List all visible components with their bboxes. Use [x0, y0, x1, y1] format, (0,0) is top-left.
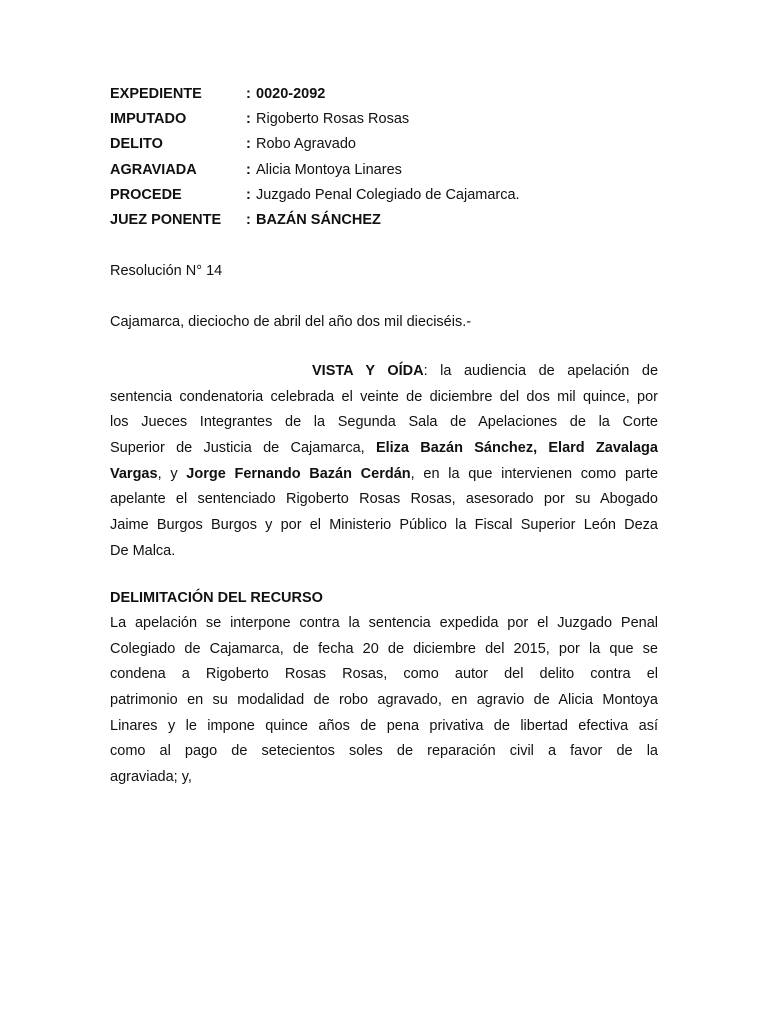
vista-line — [110, 515, 658, 541]
vista-bold-text: Vargas — [110, 465, 158, 482]
header-label: JUEZ PONENTE — [110, 211, 222, 228]
vista-line — [110, 489, 658, 515]
header-label: IMPUTADO — [110, 111, 187, 128]
recurso-line: Colegiado de Cajamarca, de fecha 20 de diciembre del 2015, por la que se — [110, 640, 658, 657]
vista-text: sentencia condenatoria celebrada el veinte de diciembre del dos mil quince, por — [110, 388, 658, 405]
vista-text: Superior de Justicia de Cajamarca, — [110, 440, 376, 457]
header-value: BAZÁN SÁNCHEZ — [256, 211, 381, 228]
vista-text: apelante el sentenciado Rigoberto Rosas Rosas, asesorado por su Abogado — [110, 491, 658, 508]
vista-bold-text: VISTA Y OÍDA — [312, 363, 424, 379]
recurso-line: La apelación se interpone contra la sentencia expedida por el Juzgado Penal — [110, 615, 658, 631]
section-heading: DELIMITACIÓN DEL RECURSO — [110, 590, 323, 606]
vista-text: : la audiencia de apelación de — [423, 363, 659, 379]
vista-text: De Malca. — [110, 542, 176, 559]
resolution-number: Resolución N° 14 — [110, 263, 223, 279]
header-label: EXPEDIENTE — [110, 86, 202, 102]
recurso-line: agraviada; y, — [110, 769, 192, 786]
header-colon: : — [246, 111, 251, 128]
header-colon: : — [246, 136, 251, 153]
header-label: PROCEDE — [110, 186, 182, 203]
vista-text: , y — [157, 465, 187, 482]
header-colon: : — [246, 211, 251, 228]
header-colon: : — [246, 186, 251, 203]
header-label: DELITO — [110, 136, 163, 153]
vista-line — [110, 464, 658, 490]
recurso-line: patrimonio en su modalidad de robo agravado, en agravio de Alicia Montoya — [110, 692, 658, 709]
vista-text: , en la que intervienen como parte — [410, 465, 659, 482]
header-value: Juzgado Penal Colegiado de Cajamarca. — [256, 186, 520, 203]
recurso-paragraph — [110, 613, 658, 793]
vista-bold-text: Eliza Bazán Sánchez, Elard Zavalaga — [375, 440, 658, 457]
vista-line — [110, 387, 658, 413]
header-label: AGRAVIADA — [110, 161, 197, 178]
header-colon: : — [246, 161, 251, 178]
vista-line — [110, 541, 658, 567]
recurso-line: Linares y le impone quince años de pena privativa de libertad efectiva así — [110, 717, 658, 734]
place-date-line: Cajamarca, dieciocho de abril del año dos mil dieciséis.- — [110, 314, 472, 330]
header-value: 0020-2092 — [256, 86, 326, 102]
vista-text: Jaime Burgos Burgos y por el Ministerio Público la Fiscal Superior León Deza — [110, 517, 658, 534]
vista-paragraph — [110, 361, 658, 567]
header-colon: : — [246, 86, 251, 102]
recurso-line: condena a Rigoberto Rosas Rosas, como autor del delito contra el — [110, 666, 658, 683]
vista-line — [110, 438, 658, 464]
header-value: Robo Agravado — [256, 136, 356, 153]
vista-bold-text: Jorge Fernando Bazán Cerdán — [186, 465, 411, 482]
vista-text: los Jueces Integrantes de la Segunda Sala de Apelaciones de la Corte — [110, 414, 658, 431]
vista-line — [110, 412, 658, 438]
header-value: Alicia Montoya Linares — [256, 161, 402, 178]
vista-line — [110, 361, 658, 387]
recurso-line: como al pago de setecientos soles de reparación civil a favor de la — [110, 743, 658, 760]
header-value: Rigoberto Rosas Rosas — [256, 111, 410, 128]
